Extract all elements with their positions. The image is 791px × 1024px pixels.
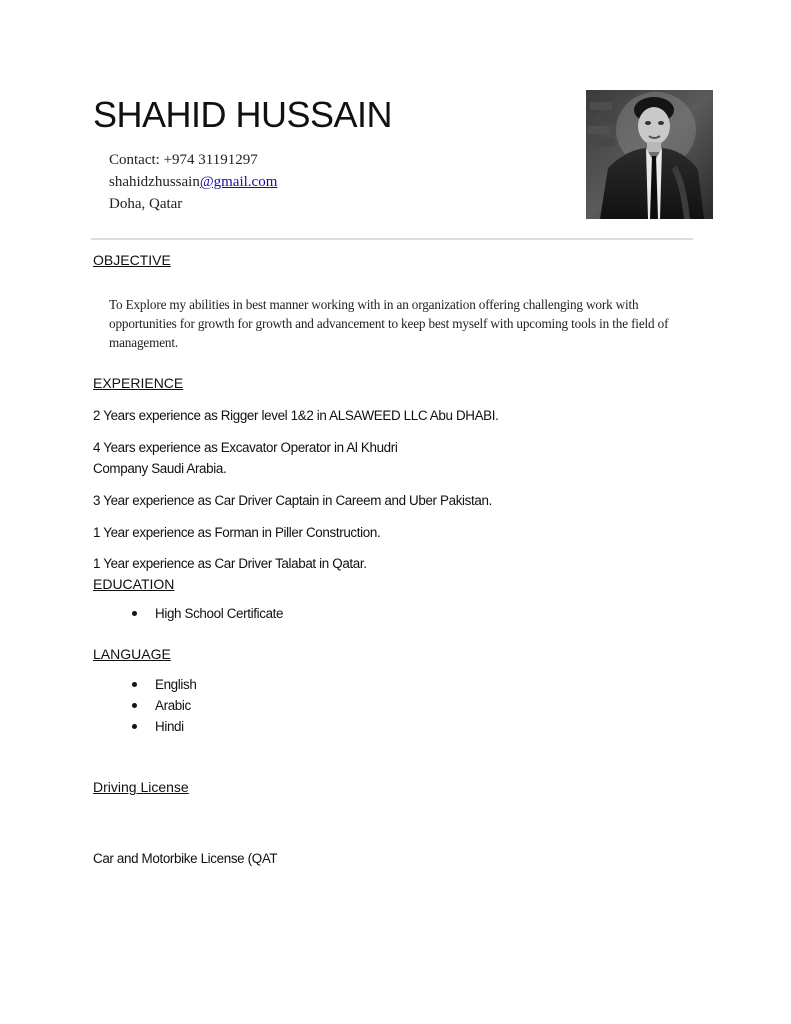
experience-item: 1 Year experience as Car Driver Talabat in Qatar. [93, 556, 367, 571]
education-list [131, 603, 283, 624]
profile-photo [586, 90, 713, 219]
education-item [131, 603, 283, 624]
experience-item: 2 Years experience as Rigger level 1&2 in ALSAWEED LLC Abu DHABI. [93, 408, 499, 423]
objective-text: To Explore my abilities in best manner working with in an organization offering challenging work with opportunities for growth for growth and advancement to keep best myself with upcoming tools in the field of management. [109, 297, 669, 350]
bullet-icon [132, 611, 137, 616]
education-heading: EDUCATION [93, 576, 175, 592]
experience-heading: EXPERIENCE [93, 375, 184, 391]
header-divider [91, 238, 693, 240]
language-item [131, 716, 196, 737]
language-item-label: English [155, 677, 197, 692]
language-item [131, 674, 196, 695]
objective-heading: OBJECTIVE [93, 252, 171, 268]
bullet-icon [132, 682, 137, 687]
driving-license-text: Car and Motorbike License (QAT [93, 851, 278, 866]
experience-item: 1 Year experience as Forman in Piller Construction. [93, 525, 381, 540]
language-item-label: Hindi [155, 719, 184, 734]
candidate-name: SHAHID HUSSAIN [93, 94, 393, 135]
education-item-label: High School Certificate [155, 606, 284, 621]
language-item [131, 695, 196, 716]
experience-item: 3 Year experience as Car Driver Captain in Careem and Uber Pakistan. [93, 493, 492, 508]
contact-email[interactable] [109, 174, 277, 191]
email-link[interactable]: @gmail.com [199, 174, 278, 190]
bullet-icon [132, 703, 137, 708]
language-list [131, 674, 196, 737]
experience-item: 4 Years experience as Excavator Operator in Al Khudri Company Saudi Arabia. [93, 440, 398, 476]
contact-phone: Contact: +974 31191297 [109, 152, 258, 168]
driving-license-heading: Driving License [93, 779, 189, 795]
language-heading: LANGUAGE [93, 646, 171, 662]
bullet-icon [132, 724, 137, 729]
contact-city: Doha, Qatar [109, 196, 183, 212]
language-item-label: Arabic [155, 698, 191, 713]
email-user: shahidzhussain [109, 174, 200, 190]
